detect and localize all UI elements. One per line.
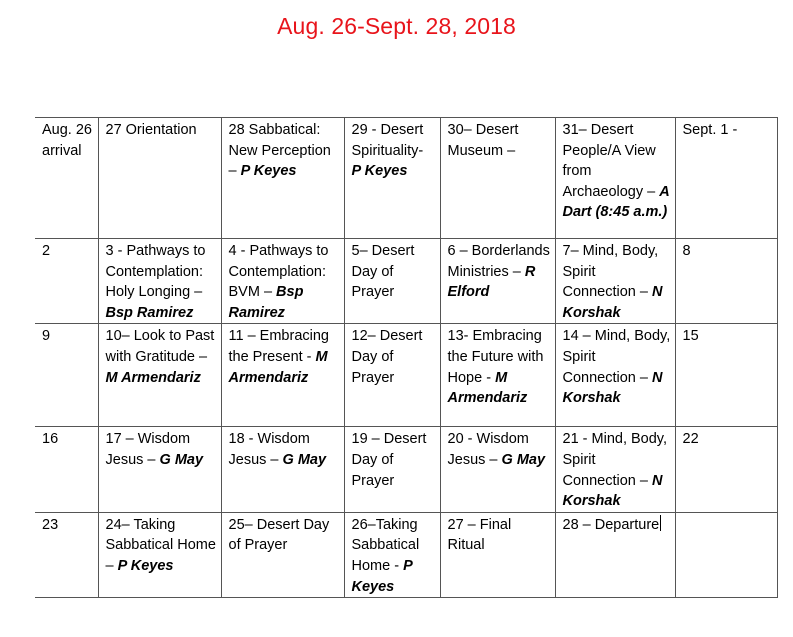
schedule-table — [35, 117, 778, 598]
table-cell[interactable] — [675, 118, 777, 239]
table-cell[interactable] — [98, 118, 221, 239]
cell-presenter: R Elford — [447, 263, 536, 301]
cell-text: 23 — [42, 516, 59, 533]
cell-text: 2 — [42, 243, 51, 259]
table-cell[interactable] — [555, 239, 675, 324]
table-row — [35, 324, 777, 427]
table-cell[interactable] — [221, 324, 344, 427]
cell-text: 21 - Mind, Body, Spirit Connection – — [562, 431, 668, 489]
cell-text: 26–Taking Sabbatical Home - — [351, 516, 420, 574]
table-cell[interactable] — [675, 239, 777, 324]
cell-text: 5– Desert Day of Prayer — [351, 243, 415, 301]
table-cell[interactable] — [35, 427, 98, 512]
cell-text: 29 - Desert Spirituality- — [351, 122, 424, 159]
cell-text: 18 - Wisdom Jesus – — [228, 431, 310, 468]
table-row — [35, 239, 777, 324]
table-cell[interactable] — [555, 324, 675, 427]
table-cell[interactable] — [98, 239, 221, 324]
table-cell[interactable] — [98, 427, 221, 512]
cell-text: 27 – Final Ritual — [447, 516, 512, 554]
cell-text: 27 Orientation — [105, 122, 197, 138]
cell-presenter: A Dart (8:45 a.m.) — [562, 183, 670, 221]
cell-presenter: M Armendariz — [228, 348, 328, 386]
table-cell[interactable] — [675, 427, 777, 512]
table-cell[interactable] — [221, 239, 344, 324]
cell-presenter: N Korshak — [562, 284, 663, 321]
cell-text: 9 — [42, 328, 51, 345]
table-cell[interactable] — [98, 324, 221, 427]
cell-text: 28 Sabbatical: New Perception – — [228, 122, 331, 180]
cell-text: 10– Look to Past with Gratitude – — [105, 328, 215, 365]
table-row — [35, 512, 777, 597]
table-cell[interactable] — [440, 324, 555, 427]
table-cell[interactable] — [440, 427, 555, 512]
table-cell[interactable] — [344, 427, 440, 512]
cell-presenter: P Keyes — [351, 557, 413, 595]
table-cell[interactable] — [98, 512, 221, 597]
table-cell[interactable] — [221, 118, 344, 239]
table-cell[interactable] — [35, 118, 98, 239]
table-cell[interactable] — [35, 239, 98, 324]
cell-text: 3 - Pathways to Contemplation: Holy Longing – — [105, 243, 206, 301]
table-cell[interactable] — [35, 512, 98, 597]
cell-text: 14 – Mind, Body, Spirit Connection – — [562, 328, 671, 386]
cell-text: 15 — [682, 328, 699, 345]
table-cell[interactable] — [440, 118, 555, 239]
cell-text: 31– Desert People/A View from Archaeology – — [562, 122, 656, 200]
page-title: Aug. 26-Sept. 28, 2018 — [277, 13, 516, 39]
table-cell[interactable] — [221, 512, 344, 597]
cell-text: 8 — [682, 243, 691, 259]
text-cursor — [660, 515, 661, 531]
table-cell[interactable] — [440, 512, 555, 597]
cell-text: 19 – Desert Day of Prayer — [351, 431, 427, 489]
cell-text: 30– Desert Museum – — [447, 122, 519, 159]
cell-text: 24– Taking Sabbatical Home – — [105, 516, 216, 574]
table-cell[interactable] — [221, 427, 344, 512]
cell-presenter: M Armendariz — [105, 369, 201, 386]
cell-presenter: P Keyes — [240, 163, 297, 180]
cell-presenter: G May — [501, 451, 546, 468]
cell-text: Aug. 26 arrival — [42, 122, 92, 159]
table-cell[interactable] — [675, 324, 777, 427]
cell-presenter: N Korshak — [562, 369, 663, 407]
cell-presenter: M Armendariz — [447, 369, 528, 407]
table-cell[interactable] — [440, 239, 555, 324]
cell-text: 22 — [682, 431, 699, 448]
table-cell[interactable] — [555, 118, 675, 239]
table-row — [35, 427, 777, 512]
cell-text: 16 — [42, 431, 59, 448]
table-cell[interactable] — [344, 239, 440, 324]
cell-text: 17 – Wisdom Jesus – — [105, 431, 191, 468]
cell-presenter: G May — [159, 451, 204, 468]
cell-presenter: Bsp Ramirez — [105, 304, 194, 321]
table-cell[interactable] — [344, 324, 440, 427]
cell-text: 4 - Pathways to Contemplation: BVM – — [228, 243, 329, 301]
table-cell[interactable] — [35, 324, 98, 427]
cell-text: 25– Desert Day of Prayer — [228, 516, 330, 554]
cell-text: 7– Mind, Body, Spirit Connection – — [562, 243, 659, 301]
cell-text: 6 – Borderlands Ministries – — [447, 243, 550, 280]
table-cell[interactable] — [344, 118, 440, 239]
cell-text: Sept. 1 - — [682, 122, 738, 138]
table-cell[interactable] — [344, 512, 440, 597]
table-cell[interactable] — [675, 512, 777, 597]
table-row — [35, 118, 777, 239]
cell-text: 13- Embracing the Future with Hope - — [447, 328, 544, 386]
cell-presenter: G May — [282, 451, 327, 468]
cell-presenter: Bsp Ramirez — [228, 284, 304, 321]
cell-presenter: P Keyes — [351, 163, 408, 180]
table-cell[interactable] — [555, 427, 675, 512]
cell-text: 11 – Embracing the Present - — [228, 328, 329, 365]
cell-text: 20 - Wisdom Jesus – — [447, 431, 529, 468]
cell-text: 28 – Departure — [562, 516, 660, 533]
cell-presenter: P Keyes — [117, 557, 174, 574]
cell-presenter: N Korshak — [562, 472, 663, 510]
table-cell[interactable] — [555, 512, 675, 597]
cell-text: 12– Desert Day of Prayer — [351, 328, 423, 386]
